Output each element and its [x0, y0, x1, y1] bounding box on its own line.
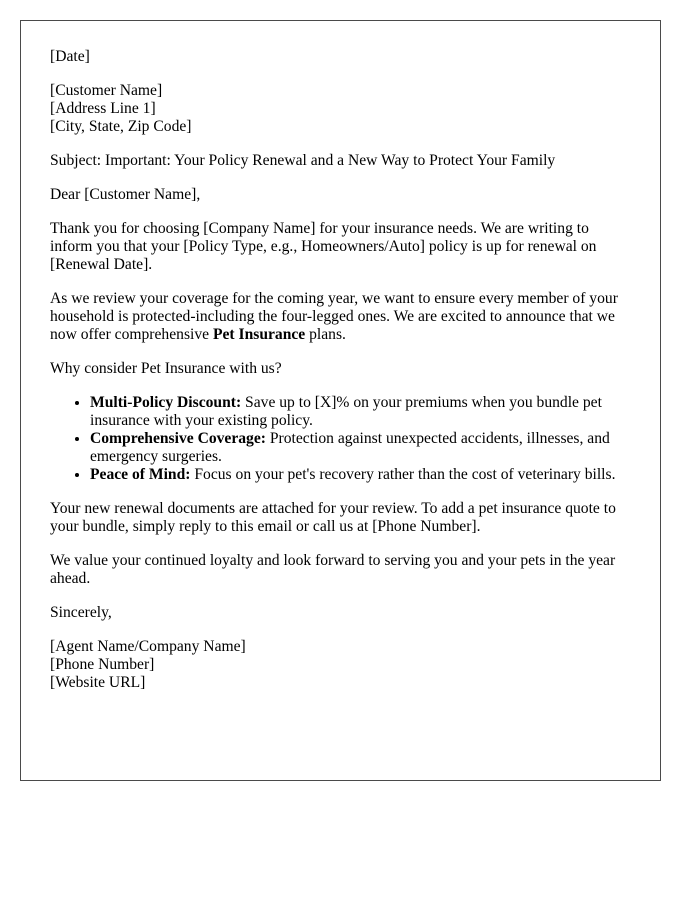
letter-subject: Subject: Important: Your Policy Renewal and a New Way to Protect Your Family	[50, 152, 556, 169]
loyalty-paragraph: We value your continued loyalty and look forward to serving you and your pets in the year ahead.	[50, 552, 616, 587]
letter-page	[20, 20, 661, 781]
renewal-documents-paragraph: Your new renewal documents are attached for your review. To add a pet insurance quote to your bundle, simply reply to this email or call us at [Phone Number].	[50, 500, 616, 535]
recipient-city-state-zip: [City, State, Zip Code]	[50, 118, 192, 135]
letter-closing: Sincerely,	[50, 604, 112, 621]
signature-phone: [Phone Number]	[50, 656, 155, 673]
benefits-list	[50, 394, 635, 484]
signature-block	[50, 638, 635, 692]
benefit-text: Save up to [X]% on your premiums when you bundle pet insurance with your existing policy.	[90, 394, 602, 429]
signature-agent: [Agent Name/Company Name]	[50, 638, 246, 655]
signature-website: [Website URL]	[50, 674, 146, 691]
benefit-item	[90, 466, 635, 484]
pet-paragraph-tail: plans.	[305, 326, 346, 343]
recipient-address	[50, 82, 635, 136]
pet-insurance-paragraph	[50, 290, 635, 344]
benefit-title: Multi-Policy Discount:	[90, 394, 242, 411]
benefit-item	[90, 430, 635, 466]
benefit-item	[90, 394, 635, 430]
benefit-text: Protection against unexpected accidents, illnesses, and emergency surgeries.	[90, 430, 610, 465]
benefit-title: Comprehensive Coverage:	[90, 430, 266, 447]
pet-insurance-emphasis: Pet Insurance	[212, 326, 306, 343]
letter-date: [Date]	[50, 48, 90, 65]
letter-body	[50, 48, 635, 708]
benefit-title: Peace of Mind:	[90, 466, 191, 483]
letter-salutation: Dear [Customer Name],	[50, 186, 201, 203]
why-heading: Why consider Pet Insurance with us?	[50, 360, 282, 377]
pet-paragraph-text: As we review your coverage for the coming year, we want to ensure every member of your household is protected-including the four-legged ones. We are excited to announce that we now offer comprehensive	[50, 290, 618, 343]
intro-paragraph: Thank you for choosing [Company Name] for your insurance needs. We are writing to inform you that your [Policy Type, e.g., Homeowners/Auto] policy is up for renewal on [Renewal Date].	[50, 220, 597, 273]
recipient-name: [Customer Name]	[50, 82, 163, 99]
benefit-text: Focus on your pet's recovery rather than the cost of veterinary bills.	[190, 466, 616, 483]
recipient-address-line1: [Address Line 1]	[50, 100, 156, 117]
